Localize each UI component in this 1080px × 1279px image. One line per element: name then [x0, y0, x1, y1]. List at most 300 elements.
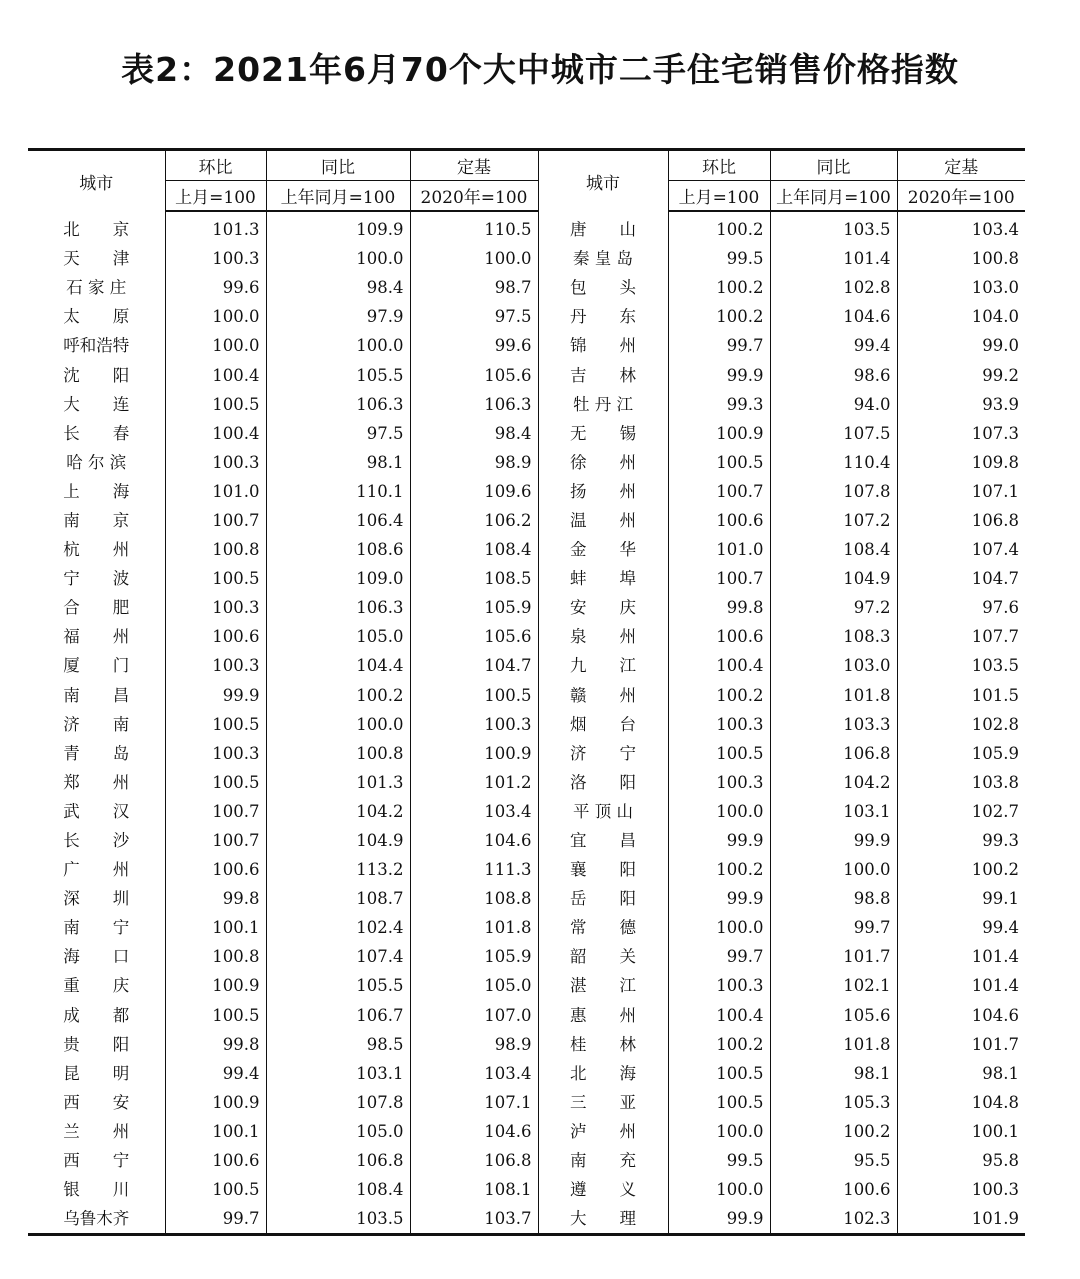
- fixed-value-right: 101.7: [897, 1030, 1025, 1059]
- mom-value-right: 100.0: [668, 1117, 770, 1146]
- table-row: [28, 913, 1025, 942]
- yoy-value-left: 100.0: [266, 331, 410, 360]
- fixed-value-left: 101.8: [410, 913, 538, 942]
- yoy-value-left: 105.5: [266, 360, 410, 389]
- yoy-value-right: 95.5: [770, 1146, 897, 1175]
- mom-value-left: 100.3: [165, 739, 266, 768]
- fixed-value-left: 108.4: [410, 535, 538, 564]
- fixed-value-right: 104.7: [897, 564, 1025, 593]
- yoy-value-left: 98.1: [266, 448, 410, 477]
- mom-value-left: 100.5: [165, 1001, 266, 1030]
- mom-value-left: 100.9: [165, 971, 266, 1000]
- city-name-left: 郑 州: [63, 772, 130, 792]
- city-name-left: 西 安: [63, 1092, 130, 1112]
- fixed-value-right: 104.6: [897, 1001, 1025, 1030]
- mom-value-right: 99.7: [668, 331, 770, 360]
- mom-value-left: 100.7: [165, 797, 266, 826]
- fixed-value-left: 105.0: [410, 971, 538, 1000]
- city-name-left: 兰 州: [63, 1121, 130, 1141]
- fixed-value-right: 100.1: [897, 1117, 1025, 1146]
- yoy-value-right: 97.2: [770, 593, 897, 622]
- city-name-right: 九 江: [538, 651, 668, 680]
- city-name-left: 福 州: [63, 627, 130, 647]
- city-name-left: 天 津: [63, 249, 130, 269]
- city-name-right: 蚌 埠: [538, 564, 668, 593]
- fixed-value-left: 100.5: [410, 681, 538, 710]
- table-row: [28, 1030, 1025, 1059]
- table-row: [28, 1175, 1025, 1204]
- city-name-right: 桂 林: [538, 1030, 668, 1059]
- mom-value-right: 100.3: [668, 710, 770, 739]
- fixed-value-left: 109.6: [410, 477, 538, 506]
- fixed-value-right: 95.8: [897, 1146, 1025, 1175]
- mom-value-left: 100.4: [165, 360, 266, 389]
- fixed-value-left: 104.7: [410, 651, 538, 680]
- table-row: [28, 593, 1025, 622]
- table-body: [28, 211, 1025, 1235]
- mom-value-left: 99.7: [165, 1204, 266, 1235]
- mom-value-left: 100.0: [165, 302, 266, 331]
- mom-value-left: 99.9: [165, 681, 266, 710]
- city-name-right: 温 州: [538, 506, 668, 535]
- fixed-value-right: 100.3: [897, 1175, 1025, 1204]
- yoy-value-right: 102.3: [770, 1204, 897, 1235]
- table-row: [28, 710, 1025, 739]
- fixed-value-right: 104.0: [897, 302, 1025, 331]
- city-name-right: 宜 昌: [538, 826, 668, 855]
- fixed-value-left: 108.8: [410, 884, 538, 913]
- yoy-value-left: 104.9: [266, 826, 410, 855]
- yoy-value-right: 107.2: [770, 506, 897, 535]
- mom-value-left: 100.5: [165, 768, 266, 797]
- city-name-right: 惠 州: [538, 1001, 668, 1030]
- yoy-value-right: 110.4: [770, 448, 897, 477]
- city-name-left: 南 京: [63, 510, 130, 530]
- mom-value-left: 100.5: [165, 564, 266, 593]
- yoy-value-right: 105.3: [770, 1088, 897, 1117]
- mom-value-left: 100.3: [165, 593, 266, 622]
- fixed-value-right: 99.2: [897, 360, 1025, 389]
- mom-value-right: 100.2: [668, 1030, 770, 1059]
- mom-value-right: 99.8: [668, 593, 770, 622]
- mom-value-left: 101.0: [165, 477, 266, 506]
- yoy-value-right: 108.3: [770, 622, 897, 651]
- fixed-value-right: 101.9: [897, 1204, 1025, 1235]
- city-name-right: 遵 义: [538, 1175, 668, 1204]
- header-fixed-left: 定基: [410, 150, 538, 181]
- city-name-left: 大 连: [63, 394, 130, 414]
- city-name-right: 三 亚: [538, 1088, 668, 1117]
- fixed-value-left: 98.9: [410, 1030, 538, 1059]
- city-name-right: 唐 山: [538, 211, 668, 244]
- yoy-value-left: 100.0: [266, 244, 410, 273]
- fixed-value-left: 99.6: [410, 331, 538, 360]
- mom-value-right: 99.9: [668, 1204, 770, 1235]
- fixed-value-right: 107.4: [897, 535, 1025, 564]
- table-row: [28, 477, 1025, 506]
- table-row: [28, 739, 1025, 768]
- mom-value-right: 100.2: [668, 273, 770, 302]
- mom-value-left: 100.3: [165, 244, 266, 273]
- header-yoy-right: 同比: [770, 150, 897, 181]
- mom-value-right: 100.2: [668, 211, 770, 244]
- mom-value-right: 99.3: [668, 390, 770, 419]
- table-row: [28, 681, 1025, 710]
- yoy-value-right: 107.8: [770, 477, 897, 506]
- yoy-value-left: 110.1: [266, 477, 410, 506]
- table-row: [28, 302, 1025, 331]
- city-name-right: 洛 阳: [538, 768, 668, 797]
- yoy-value-right: 100.2: [770, 1117, 897, 1146]
- city-name-left: 沈 阳: [63, 365, 130, 385]
- yoy-value-right: 104.2: [770, 768, 897, 797]
- mom-value-left: 100.8: [165, 535, 266, 564]
- fixed-value-right: 101.4: [897, 942, 1025, 971]
- fixed-value-right: 98.1: [897, 1059, 1025, 1088]
- mom-value-right: 100.9: [668, 419, 770, 448]
- mom-value-left: 99.6: [165, 273, 266, 302]
- city-name-left: 南 昌: [63, 685, 130, 705]
- city-name-left: 石 家 庄: [66, 278, 127, 298]
- fixed-value-right: 107.1: [897, 477, 1025, 506]
- yoy-value-right: 108.4: [770, 535, 897, 564]
- yoy-value-left: 108.6: [266, 535, 410, 564]
- mom-value-left: 100.1: [165, 1117, 266, 1146]
- fixed-value-left: 101.2: [410, 768, 538, 797]
- fixed-value-left: 100.3: [410, 710, 538, 739]
- fixed-value-left: 105.9: [410, 942, 538, 971]
- yoy-value-right: 101.4: [770, 244, 897, 273]
- yoy-value-left: 97.5: [266, 419, 410, 448]
- fixed-value-right: 99.0: [897, 331, 1025, 360]
- header-yoy-left: 同比: [266, 150, 410, 181]
- header-fixed-right: 定基: [897, 150, 1025, 181]
- yoy-value-left: 106.4: [266, 506, 410, 535]
- city-name-right: 韶 关: [538, 942, 668, 971]
- city-name-right: 襄 阳: [538, 855, 668, 884]
- mom-value-right: 100.4: [668, 1001, 770, 1030]
- mom-value-left: 100.5: [165, 1175, 266, 1204]
- yoy-value-left: 101.3: [266, 768, 410, 797]
- yoy-value-right: 98.6: [770, 360, 897, 389]
- header-city-left: 城市: [28, 150, 165, 212]
- fixed-value-left: 98.4: [410, 419, 538, 448]
- city-name-right: 扬 州: [538, 477, 668, 506]
- mom-value-right: 100.0: [668, 797, 770, 826]
- table-row: [28, 855, 1025, 884]
- mom-value-left: 99.4: [165, 1059, 266, 1088]
- city-name-right: 锦 州: [538, 331, 668, 360]
- city-name-left: 成 都: [63, 1005, 130, 1025]
- fixed-value-right: 103.4: [897, 211, 1025, 244]
- fixed-value-left: 103.4: [410, 797, 538, 826]
- header-city-right: 城市: [538, 150, 668, 212]
- mom-value-right: 100.5: [668, 739, 770, 768]
- table-row: [28, 564, 1025, 593]
- table-row: [28, 1117, 1025, 1146]
- fixed-value-right: 104.8: [897, 1088, 1025, 1117]
- city-name-left: 西 宁: [63, 1151, 130, 1171]
- mom-value-right: 100.2: [668, 302, 770, 331]
- yoy-value-right: 102.8: [770, 273, 897, 302]
- fixed-value-left: 98.9: [410, 448, 538, 477]
- yoy-value-right: 100.0: [770, 855, 897, 884]
- table-row: [28, 651, 1025, 680]
- city-name-right: 赣 州: [538, 681, 668, 710]
- page-title: 表2：2021年6月70个大中城市二手住宅销售价格指数: [121, 50, 959, 89]
- fixed-value-right: 101.4: [897, 971, 1025, 1000]
- yoy-value-right: 101.8: [770, 681, 897, 710]
- city-name-right: 岳 阳: [538, 884, 668, 913]
- yoy-value-left: 102.4: [266, 913, 410, 942]
- mom-value-right: 101.0: [668, 535, 770, 564]
- table-header: [28, 150, 1025, 212]
- city-name-right: 泸 州: [538, 1117, 668, 1146]
- fixed-value-left: 104.6: [410, 826, 538, 855]
- fixed-value-left: 108.1: [410, 1175, 538, 1204]
- mom-value-right: 99.9: [668, 884, 770, 913]
- table-row: [28, 506, 1025, 535]
- yoy-value-left: 105.5: [266, 971, 410, 1000]
- fixed-value-right: 103.8: [897, 768, 1025, 797]
- yoy-value-right: 102.1: [770, 971, 897, 1000]
- fixed-value-right: 100.8: [897, 244, 1025, 273]
- table-row: [28, 1088, 1025, 1117]
- city-name-left: 宁 波: [63, 569, 130, 589]
- yoy-value-left: 105.0: [266, 622, 410, 651]
- city-name-left: 深 圳: [63, 889, 130, 909]
- fixed-value-left: 103.7: [410, 1204, 538, 1235]
- fixed-value-left: 107.0: [410, 1001, 538, 1030]
- fixed-value-left: 106.3: [410, 390, 538, 419]
- mom-value-right: 100.0: [668, 1175, 770, 1204]
- yoy-value-right: 99.4: [770, 331, 897, 360]
- fixed-value-right: 100.2: [897, 855, 1025, 884]
- city-name-left: 重 庆: [63, 976, 130, 996]
- table-row: [28, 273, 1025, 302]
- fixed-value-right: 107.3: [897, 419, 1025, 448]
- yoy-value-left: 100.0: [266, 710, 410, 739]
- yoy-value-right: 103.5: [770, 211, 897, 244]
- city-name-left: 哈 尔 滨: [66, 452, 127, 472]
- table-row: [28, 360, 1025, 389]
- table-row: [28, 419, 1025, 448]
- city-name-right: 常 德: [538, 913, 668, 942]
- fixed-value-right: 99.4: [897, 913, 1025, 942]
- mom-value-left: 100.3: [165, 651, 266, 680]
- yoy-value-right: 103.0: [770, 651, 897, 680]
- mom-value-left: 100.7: [165, 506, 266, 535]
- city-name-right: 安 庆: [538, 593, 668, 622]
- yoy-value-right: 101.7: [770, 942, 897, 971]
- city-name-right: 牡 丹 江: [538, 390, 668, 419]
- mom-value-left: 100.0: [165, 331, 266, 360]
- city-name-right: 烟 台: [538, 710, 668, 739]
- table-row: [28, 244, 1025, 273]
- mom-value-left: 100.4: [165, 419, 266, 448]
- yoy-value-left: 103.1: [266, 1059, 410, 1088]
- fixed-value-left: 110.5: [410, 211, 538, 244]
- city-name-right: 大 理: [538, 1204, 668, 1235]
- header-fixed-base-right: 2020年=100: [897, 181, 1025, 212]
- table-row: [28, 1059, 1025, 1088]
- city-name-left: 银 川: [63, 1180, 130, 1200]
- mom-value-left: 100.5: [165, 710, 266, 739]
- mom-value-right: 100.5: [668, 1088, 770, 1117]
- table-row: [28, 211, 1025, 244]
- mom-value-left: 99.8: [165, 1030, 266, 1059]
- yoy-value-left: 100.8: [266, 739, 410, 768]
- mom-value-right: 99.9: [668, 360, 770, 389]
- table-row: [28, 390, 1025, 419]
- mom-value-left: 100.7: [165, 826, 266, 855]
- yoy-value-right: 106.8: [770, 739, 897, 768]
- city-name-left: 北 京: [63, 219, 130, 239]
- fixed-value-left: 103.4: [410, 1059, 538, 1088]
- yoy-value-right: 103.3: [770, 710, 897, 739]
- mom-value-right: 99.5: [668, 1146, 770, 1175]
- fixed-value-left: 104.6: [410, 1117, 538, 1146]
- mom-value-right: 99.5: [668, 244, 770, 273]
- mom-value-right: 100.6: [668, 622, 770, 651]
- mom-value-right: 100.3: [668, 971, 770, 1000]
- yoy-value-left: 107.8: [266, 1088, 410, 1117]
- fixed-value-right: 99.1: [897, 884, 1025, 913]
- table-row: [28, 1204, 1025, 1235]
- mom-value-right: 100.3: [668, 768, 770, 797]
- table-row: [28, 884, 1025, 913]
- city-name-right: 吉 林: [538, 360, 668, 389]
- city-name-left: 长 沙: [63, 831, 130, 851]
- yoy-value-right: 99.7: [770, 913, 897, 942]
- price-index-table: [28, 148, 1025, 1236]
- fixed-value-left: 105.6: [410, 360, 538, 389]
- yoy-value-right: 94.0: [770, 390, 897, 419]
- city-name-right: 秦 皇 岛: [538, 244, 668, 273]
- mom-value-left: 100.8: [165, 942, 266, 971]
- mom-value-right: 99.9: [668, 826, 770, 855]
- yoy-value-left: 104.4: [266, 651, 410, 680]
- fixed-value-right: 102.8: [897, 710, 1025, 739]
- city-name-right: 济 宁: [538, 739, 668, 768]
- city-name-right: 南 充: [538, 1146, 668, 1175]
- city-name-left: 上 海: [63, 481, 130, 501]
- city-name-right: 泉 州: [538, 622, 668, 651]
- yoy-value-left: 100.2: [266, 681, 410, 710]
- mom-value-left: 99.8: [165, 884, 266, 913]
- yoy-value-right: 104.6: [770, 302, 897, 331]
- yoy-value-left: 108.7: [266, 884, 410, 913]
- city-name-right: 平 顶 山: [538, 797, 668, 826]
- yoy-value-left: 106.7: [266, 1001, 410, 1030]
- city-name-right: 无 锡: [538, 419, 668, 448]
- fixed-value-left: 100.9: [410, 739, 538, 768]
- fixed-value-right: 93.9: [897, 390, 1025, 419]
- fixed-value-left: 106.2: [410, 506, 538, 535]
- city-name-right: 金 华: [538, 535, 668, 564]
- city-name-left: 合 肥: [63, 598, 130, 618]
- fixed-value-right: 103.5: [897, 651, 1025, 680]
- fixed-value-right: 107.7: [897, 622, 1025, 651]
- yoy-value-right: 98.1: [770, 1059, 897, 1088]
- header-yoy-base-left: 上年同月=100: [266, 181, 410, 212]
- city-name-left: 长 春: [63, 423, 130, 443]
- yoy-value-left: 106.3: [266, 390, 410, 419]
- mom-value-right: 100.7: [668, 564, 770, 593]
- header-mom-base-right: 上月=100: [668, 181, 770, 212]
- table-row: [28, 1001, 1025, 1030]
- city-name-left: 济 南: [63, 714, 130, 734]
- mom-value-left: 100.9: [165, 1088, 266, 1117]
- fixed-value-left: 111.3: [410, 855, 538, 884]
- table-row: [28, 331, 1025, 360]
- yoy-value-left: 103.5: [266, 1204, 410, 1235]
- fixed-value-left: 105.6: [410, 622, 538, 651]
- yoy-value-left: 113.2: [266, 855, 410, 884]
- mom-value-right: 100.2: [668, 681, 770, 710]
- header-mom-left: 环比: [165, 150, 266, 181]
- city-name-left: 呼和浩特: [63, 336, 130, 356]
- city-name-left: 太 原: [63, 307, 130, 327]
- city-name-left: 广 州: [63, 860, 130, 880]
- mom-value-left: 100.5: [165, 390, 266, 419]
- city-name-left: 厦 门: [63, 656, 130, 676]
- yoy-value-left: 97.9: [266, 302, 410, 331]
- table-row: [28, 535, 1025, 564]
- yoy-value-right: 104.9: [770, 564, 897, 593]
- yoy-value-left: 106.3: [266, 593, 410, 622]
- mom-value-right: 100.0: [668, 913, 770, 942]
- table-row: [28, 971, 1025, 1000]
- fixed-value-left: 108.5: [410, 564, 538, 593]
- yoy-value-left: 108.4: [266, 1175, 410, 1204]
- table-row: [28, 622, 1025, 651]
- city-name-left: 昆 明: [63, 1063, 130, 1083]
- yoy-value-right: 107.5: [770, 419, 897, 448]
- table-row: [28, 826, 1025, 855]
- city-name-right: 丹 东: [538, 302, 668, 331]
- yoy-value-left: 109.0: [266, 564, 410, 593]
- fixed-value-right: 106.8: [897, 506, 1025, 535]
- fixed-value-right: 97.6: [897, 593, 1025, 622]
- mom-value-right: 99.7: [668, 942, 770, 971]
- header-fixed-base-left: 2020年=100: [410, 181, 538, 212]
- city-name-right: 北 海: [538, 1059, 668, 1088]
- city-name-left: 海 口: [63, 947, 130, 967]
- mom-value-left: 100.1: [165, 913, 266, 942]
- mom-value-left: 100.6: [165, 622, 266, 651]
- yoy-value-right: 99.9: [770, 826, 897, 855]
- table-row: [28, 942, 1025, 971]
- mom-value-left: 101.3: [165, 211, 266, 244]
- table-row: [28, 1146, 1025, 1175]
- fixed-value-left: 107.1: [410, 1088, 538, 1117]
- fixed-value-right: 99.3: [897, 826, 1025, 855]
- fixed-value-right: 105.9: [897, 739, 1025, 768]
- header-mom-base-left: 上月=100: [165, 181, 266, 212]
- city-name-left: 青 岛: [63, 743, 130, 763]
- mom-value-right: 100.7: [668, 477, 770, 506]
- yoy-value-right: 101.8: [770, 1030, 897, 1059]
- fixed-value-right: 109.8: [897, 448, 1025, 477]
- yoy-value-right: 105.6: [770, 1001, 897, 1030]
- yoy-value-left: 98.4: [266, 273, 410, 302]
- yoy-value-right: 103.1: [770, 797, 897, 826]
- mom-value-right: 100.2: [668, 855, 770, 884]
- fixed-value-right: 102.7: [897, 797, 1025, 826]
- header-mom-right: 环比: [668, 150, 770, 181]
- fixed-value-left: 105.9: [410, 593, 538, 622]
